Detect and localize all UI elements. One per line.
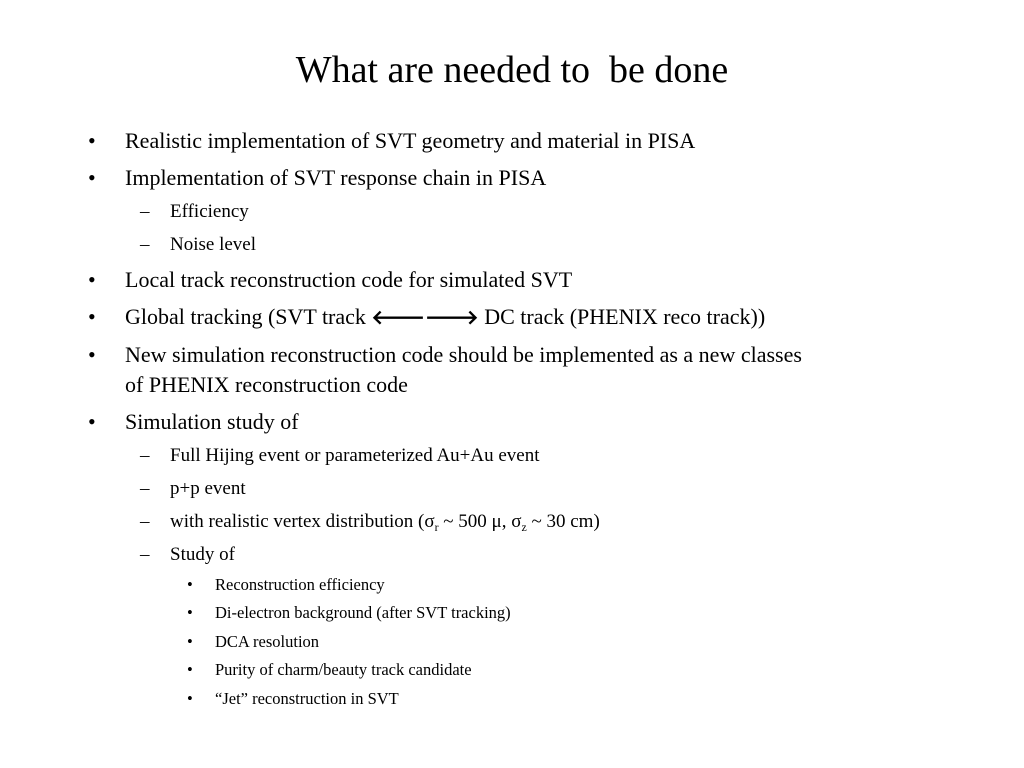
sub-sub-list-item-text: “Jet” reconstruction in SVT (215, 689, 399, 708)
bidirectional-arrow-icon: 🡐🡒 (371, 305, 479, 329)
dash-marker: – (140, 478, 150, 499)
dash-marker: – (140, 544, 150, 565)
list-item-text: Simulation study of (125, 409, 299, 434)
text-part: , (501, 511, 512, 532)
dash-marker: – (140, 234, 150, 255)
bullet-marker: • (187, 575, 193, 594)
sub-sub-list-item-text: DCA resolution (215, 632, 320, 651)
dash-marker: – (140, 201, 150, 222)
sigma-symbol: σ (424, 511, 435, 532)
sub-sub-list-item-text: Di-electron background (after SVT tracking) (215, 603, 511, 622)
bullet-marker: • (88, 304, 96, 329)
list-item-text: Realistic implementation of SVT geometry and material in PISA (125, 128, 696, 153)
sub-list-item-text: p+p event (170, 478, 246, 499)
text-part: ~ 500 (438, 511, 492, 532)
dash-marker: – (140, 445, 150, 466)
sub-list-item-text: Efficiency (170, 201, 249, 222)
sub-list-item-text: Full Hijing event or parameterized Au+Au event (170, 445, 540, 466)
bullet-marker: • (88, 165, 96, 190)
text-part: ~ 30 cm) (526, 511, 600, 532)
dash-marker: – (140, 511, 150, 532)
bullet-marker: • (187, 660, 193, 679)
list-item-text (125, 302, 765, 332)
list-item-text: Local track reconstruction code for simulated SVT (125, 267, 573, 292)
subscript-z: z (521, 521, 527, 535)
bullet-marker: • (88, 128, 96, 153)
mu-symbol: μ (491, 511, 502, 532)
bullet-marker: • (88, 409, 96, 434)
list-item-text: Implementation of SVT response chain in PISA (125, 165, 547, 190)
bullet-marker: • (187, 603, 193, 622)
bullet-marker: • (187, 632, 193, 651)
list-item-text: of PHENIX reconstruction code (125, 372, 408, 397)
sub-sub-list-item-text: Reconstruction efficiency (215, 575, 385, 594)
sub-list-item-text (170, 509, 600, 535)
text-part: with realistic vertex distribution ( (170, 511, 425, 532)
bullet-marker: • (88, 342, 96, 367)
sub-list-item-text: Noise level (170, 234, 257, 255)
slide-title: What are needed to be done (295, 49, 729, 91)
sub-sub-list-item-text: Purity of charm/beauty track candidate (215, 660, 472, 679)
text-part: Global tracking (SVT track (125, 304, 372, 329)
list-item-text: New simulation reconstruction code should be implemented as a new classes (125, 342, 802, 367)
subscript-r: r (434, 521, 439, 535)
sigma-symbol: σ (511, 511, 522, 532)
bullet-marker: • (88, 267, 96, 292)
sub-list-item-text: Study of (170, 544, 235, 565)
text-part: DC track (PHENIX reco track)) (478, 304, 766, 329)
bullet-marker: • (187, 689, 193, 708)
